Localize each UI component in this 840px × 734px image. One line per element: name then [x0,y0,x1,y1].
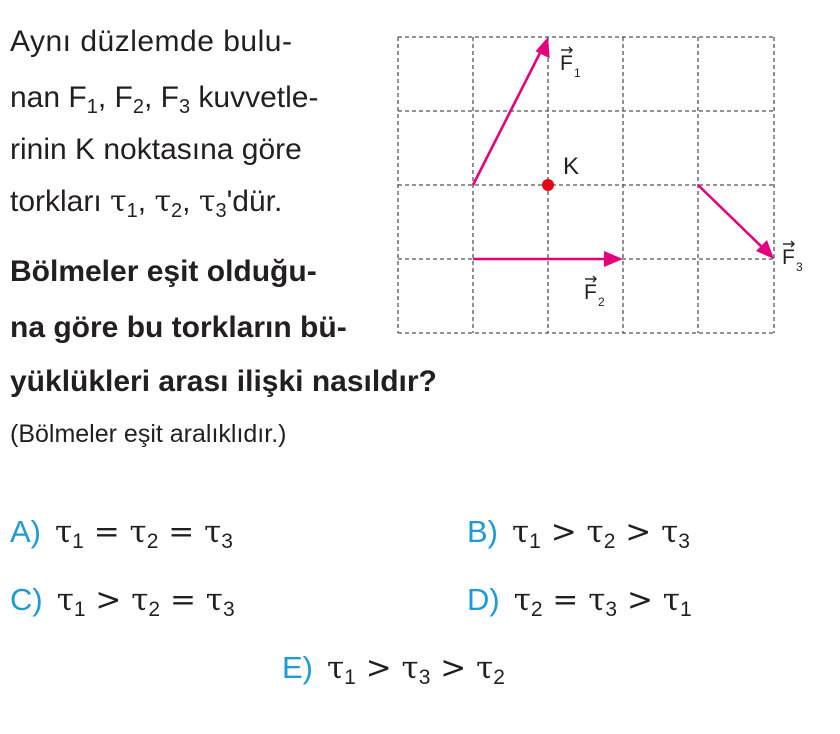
question-line-3: rinin K noktasına göre [10,133,302,166]
option-a-expression: $\tau_1 = \tau_2 = \tau_3$ [55,514,233,553]
option-a-letter: A) [10,514,41,549]
f3-label: F [782,246,795,269]
option-b-letter: B) [467,514,498,549]
question-line-4: torkları $\tau_1$, $\tau_2$, $\tau_3'dür$. [10,184,283,222]
option-e-expression: $\tau_1 > \tau_3 > \tau_2$ [327,650,505,689]
option-e[interactable] [282,648,505,688]
f2-vector-arrow-mark [585,276,596,282]
option-d-expression: $\tau_2 = \tau_3 > \tau_1$ [513,582,692,621]
option-c-letter: C) [10,582,43,617]
f1-vector-arrow-mark [561,47,572,53]
option-d[interactable] [467,580,692,620]
f3-vector-arrow-mark [783,241,794,247]
option-d-letter: D) [467,582,500,617]
f2-label: F [584,281,597,304]
option-a[interactable] [10,512,233,552]
f2-label-sub: 2 [598,295,605,309]
question-note: (Bölmeler eşit aralıklıdır.) [10,420,287,448]
f1-vector [473,49,542,185]
f1-arrowhead [536,37,550,58]
point-k-label: K [563,153,580,180]
f3-vector [698,185,764,249]
option-c[interactable] [10,580,235,620]
f1-label: F [560,52,573,75]
option-b-expression: $\tau_1 > \tau_2 > \tau_3$ [512,514,690,553]
f3-arrowhead [756,240,774,259]
question-bold-line-3: yüklükleri arası ilişki nasıldır? [10,365,437,398]
f2-arrowhead [604,251,623,267]
option-c-expression: $\tau_1 > \tau_2 = \tau_3$ [56,582,235,621]
point-k [542,179,554,191]
question-line-2: nan $F_1$, $F_2$, $F_3$ kuvvetle- [10,81,319,118]
f1-label-sub: 1 [574,66,581,80]
option-b[interactable] [467,512,690,552]
question-bold-line-1: Bölmeler eşit olduğu- [10,255,317,288]
question-bold-line-2: na göre bu torkların bü- [10,311,347,344]
question-line-1: Aynı düzlemde bulu- [10,25,293,58]
f3-label-sub: 3 [796,260,803,274]
option-e-letter: E) [282,650,313,685]
grid [398,37,774,333]
